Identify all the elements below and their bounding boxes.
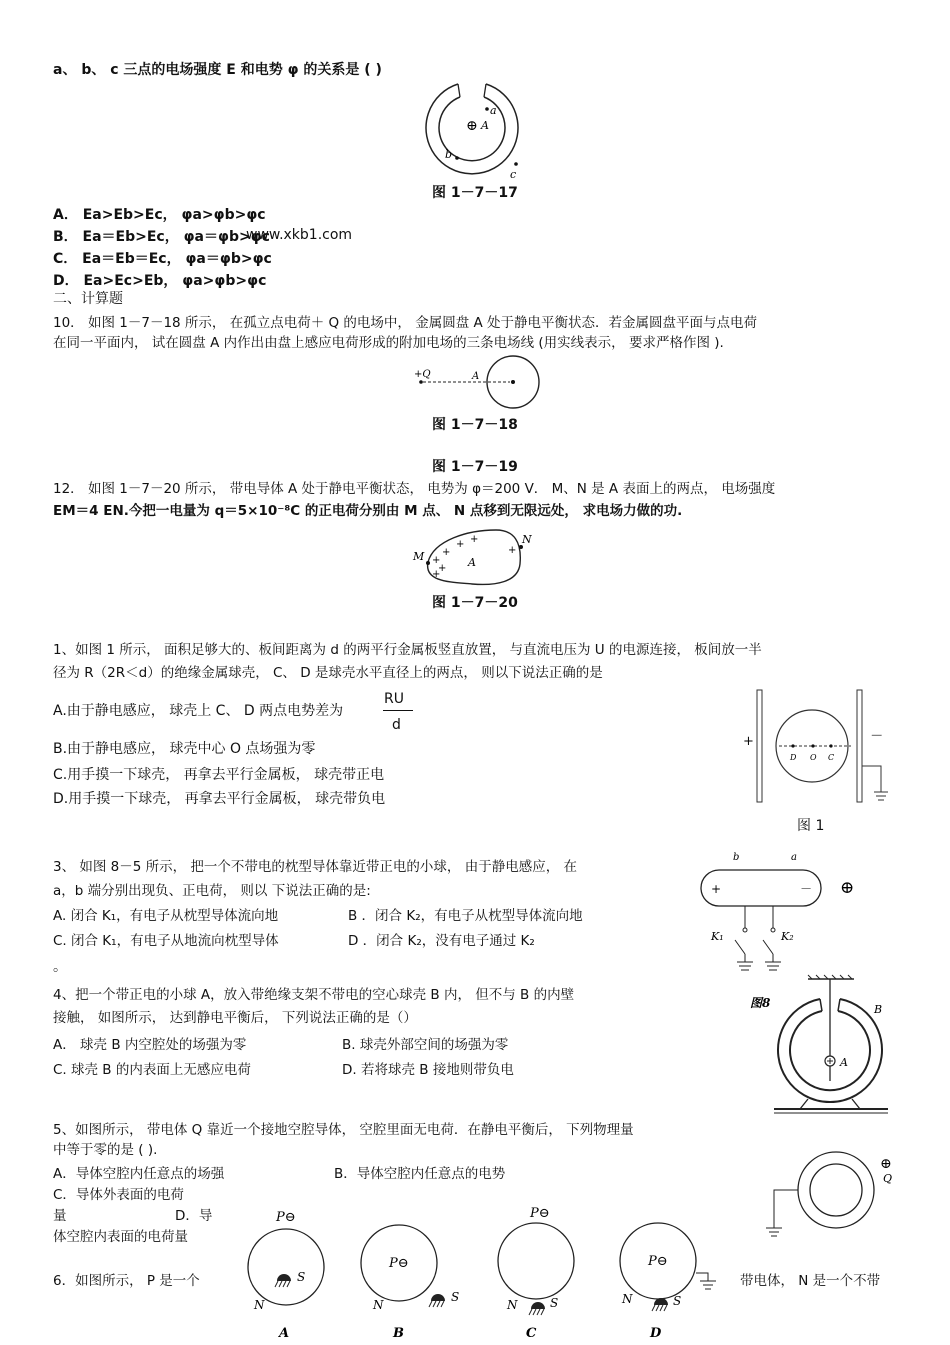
p1-fig-C: C — [828, 753, 835, 762]
p1-frac-den: d — [392, 717, 401, 733]
p5-option-a: A．导体空腔内任意点的场强 — [53, 1166, 225, 1182]
p6-a-N: N — [254, 1298, 265, 1312]
p3-option-c: C. 闭合 K₁，有电子从地流向枕型导体 — [53, 933, 279, 949]
p6-a-label: A — [279, 1326, 290, 1341]
q12-fig-plus-2: + — [442, 547, 451, 558]
p6-a-S: S — [297, 1270, 306, 1284]
p1-caption: 图 1 — [797, 818, 825, 834]
p3-option-d: D ．闭合 K₂，没有电子通过 K₂ — [348, 933, 535, 949]
p3-fig-plus: + — [711, 882, 722, 896]
p1-frac-bar — [383, 710, 413, 711]
p1-fig-O: O — [810, 753, 817, 762]
p4-line1: 4、把一个带正电的小球 A，放入带绝缘支架不带电的空心球壳 B 内， 但不与 B 的内壁 — [53, 987, 575, 1003]
q9-watermark: www.xkb1.com — [246, 227, 353, 243]
p6-b-label: B — [393, 1326, 404, 1341]
p4-line2: 接触， 如图所示， 达到静电平衡后， 下列说法正确的是（） — [53, 1010, 417, 1026]
p1-fig-D: D — [790, 753, 797, 762]
p6-c-N: N — [507, 1298, 518, 1312]
q9-option-a: A． Ea>Eb>Ec， φa>φb>φc — [53, 207, 266, 223]
q12-fig-N: N — [522, 533, 532, 546]
p3-fig-K1: K₁ — [711, 930, 724, 943]
fig-1-7-20 — [410, 520, 530, 590]
fig-1-parallel-plates — [735, 688, 905, 808]
p6-c-S: S — [550, 1296, 559, 1310]
p3-option-a: A. 闭合 K₁，有电子从枕型导体流向地 — [53, 908, 279, 924]
p6-d-S: S — [673, 1294, 682, 1308]
q12-caption: 图 1－7－20 — [432, 595, 518, 611]
p6-b-S: S — [451, 1290, 460, 1304]
p4-option-b: B. 球壳外部空间的场强为零 — [342, 1037, 509, 1053]
p6-stem: 6．如图所示， P 是一个 — [53, 1273, 200, 1289]
fig-8-5-pillow-conductor — [695, 848, 875, 978]
p6-b-N: N — [373, 1298, 384, 1312]
fig-grounded-cavity — [762, 1150, 902, 1245]
q9-fig-plus: ⊕ — [466, 118, 478, 134]
p1-option-a: A.由于静电感应， 球壳上 C、 D 两点电势差为 — [53, 703, 344, 719]
q12-fig-plus-4: + — [438, 563, 447, 574]
p5-option-c-cont: 量 — [53, 1208, 67, 1224]
p3-fig-a: a — [791, 852, 797, 863]
p4-fig-B: B — [874, 1003, 883, 1016]
p1-option-d: D.用手摸一下球壳， 再拿去平行金属板， 球壳带负电 — [53, 791, 386, 807]
p4-option-a: A． 球壳 B 内空腔处的场强为零 — [53, 1037, 247, 1053]
q12-fig-A: A — [468, 556, 476, 569]
p4-option-c: C. 球壳 B 的内表面上无感应电荷 — [53, 1062, 251, 1078]
q9-fig-a: a — [490, 104, 497, 117]
q11-caption: 图 1－7－19 — [432, 459, 518, 475]
q10-fig-A: A — [472, 371, 480, 382]
p3-tail: 。 — [53, 959, 67, 975]
p1-line1: 1、如图 1 所示， 面积足够大的、板间距离为 d 的两平行金属板竖直放置， 与直流电压为 U 的电源连接， 板间放一半 — [53, 642, 762, 658]
q12-line2: EM＝4 EN.今把一电量为 q＝5×10⁻⁸C 的正电荷分别由 M 点、 N 点移到无限远处， 求电场力做的功. — [53, 503, 683, 519]
q12-fig-M: M — [413, 550, 425, 563]
p3-fig-b: b — [733, 852, 740, 863]
p3-line1: 3、 如图 8－5 所示， 把一个不带电的枕型导体靠近带正电的小球， 由于静电感应， 在 — [53, 859, 578, 875]
q10-line2: 在同一平面内， 试在圆盘 A 内作出由盘上感应电荷形成的附加电场的三条电场线 (用实线表示， 要求严格作图 ). — [53, 335, 724, 351]
p1-line2: 径为 R（2R＜d）的绝缘金属球壳， C、 D 是球壳水平直径上的两点， 则以下说法正确的是 — [53, 665, 603, 681]
p1-option-c: C.用手摸一下球壳， 再拿去平行金属板， 球壳带正电 — [53, 767, 385, 783]
p1-option-b: B.由于静电感应， 球壳中心 O 点场强为零 — [53, 741, 316, 757]
p5-fig-plus: ⊕ — [880, 1156, 892, 1172]
q9-caption: 图 1－7－17 — [432, 185, 518, 201]
p6-c-P: P⊖ — [530, 1206, 550, 1221]
p5-option-c: C．导体外表面的电荷 — [53, 1187, 184, 1203]
p6-a-P: P⊖ — [276, 1210, 296, 1225]
fig-1-7-17 — [420, 80, 530, 180]
fig-p6-option-b — [355, 1203, 470, 1343]
p1-fig-minus: － — [869, 729, 883, 744]
fig-p6-option-d — [610, 1203, 725, 1343]
q12-fig-plus-3: + — [432, 555, 441, 566]
p4-fig-A: A — [840, 1056, 848, 1069]
q9-fig-c: c — [510, 168, 517, 181]
q9-fig-A: A — [481, 119, 489, 132]
p3-line2: a，b 端分别出现负、正电荷， 则以 下说法正确的是: — [53, 883, 371, 899]
fig-p6-option-a — [240, 1203, 335, 1343]
p1-frac-num: RU — [384, 691, 404, 707]
p6-d-label: D — [650, 1326, 662, 1341]
p5-fig-Q: Q — [883, 1172, 893, 1185]
p6-b-P: P⊖ — [389, 1256, 409, 1271]
section-2-heading: 二、计算题 — [53, 291, 123, 307]
q9-option-d: D． Ea>Ec>Eb， φa>φb>φc — [53, 273, 267, 289]
p3-fig-K2: K₂ — [781, 930, 794, 943]
p3-option-b: B ．闭合 K₂，有电子从枕型导体流向地 — [348, 908, 583, 924]
p3-fig-ball: ⊕ — [840, 878, 855, 898]
p5-option-d: D．导 — [175, 1208, 213, 1224]
fig-8-hollow-sphere — [748, 975, 898, 1120]
p3-fig-minus: － — [799, 882, 812, 896]
q12-fig-plus-7: + — [470, 534, 479, 545]
p5-option-d-cont: 体空腔内表面的电荷量 — [53, 1229, 188, 1245]
fig-1-7-18 — [410, 355, 545, 410]
p6-c-label: C — [526, 1326, 537, 1341]
p6-d-P: P⊖ — [648, 1254, 668, 1269]
q12-line1: 12． 如图 1－7－20 所示， 带电导体 A 处于静电平衡状态， 电势为 φ＝200 V． M、N 是 A 表面上的两点， 电场强度 — [53, 481, 776, 497]
q9-stem: a、 b、 c 三点的电场强度 E 和电势 φ 的关系是 ( ) — [53, 62, 382, 78]
q9-fig-b: b — [445, 148, 453, 161]
fig-p6-option-c — [490, 1203, 590, 1343]
q9-option-c: C． Ea＝Eb＝Ec， φa＝φb>φc — [53, 251, 272, 267]
q12-fig-plus-6: + — [508, 545, 517, 556]
p6-tail: 带电体， N 是一个不带 — [740, 1273, 881, 1289]
p4-option-d: D. 若将球壳 B 接地则带负电 — [342, 1062, 514, 1078]
q10-line1: 10． 如图 1－7－18 所示， 在孤立点电荷＋ Q 的电场中， 金属圆盘 A 处于静电平衡状态．若金属圆盘平面与点电荷 — [53, 315, 758, 331]
p5-line2: 中等于零的是 ( ). — [53, 1142, 158, 1158]
q9-option-b: B． Ea＝Eb>Ec， φa＝φb>φc — [53, 229, 270, 245]
p6-d-N: N — [622, 1292, 633, 1306]
q10-fig-Q: +Q — [414, 369, 431, 380]
p5-option-b: B．导体空腔内任意点的电势 — [334, 1166, 506, 1182]
q12-fig-plus-1: + — [456, 539, 465, 550]
p5-line1: 5、如图所示， 带电体 Q 靠近一个接地空腔导体， 空腔里面无电荷．在静电平衡后， 下列物理量 — [53, 1122, 634, 1138]
q12-fig-plus-5: + — [432, 569, 441, 580]
p4-fig-label: 图8 — [750, 996, 771, 1010]
q10-caption: 图 1－7－18 — [432, 417, 518, 433]
p1-fig-plus: + — [743, 734, 754, 749]
